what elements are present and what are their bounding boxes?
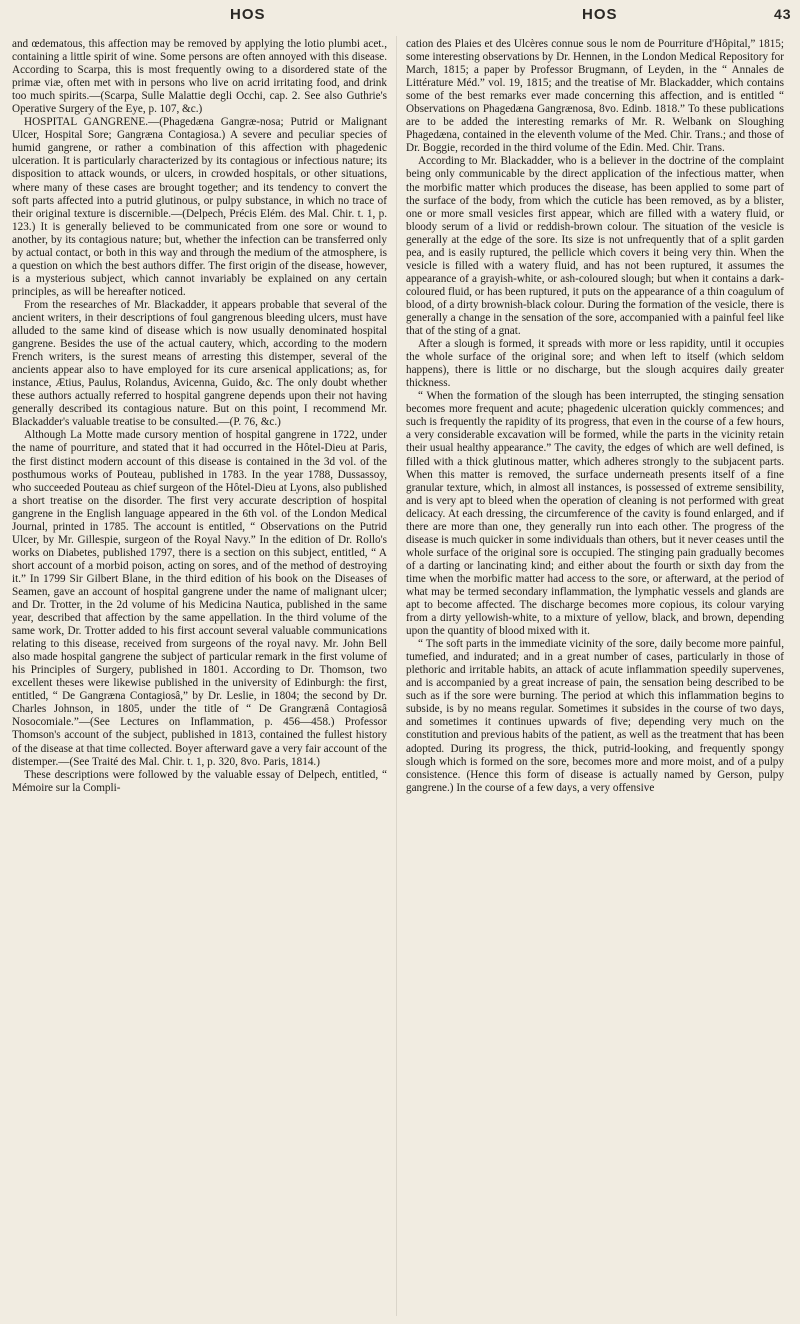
running-head	[0, 6, 800, 30]
paragraph: From the researches of Mr. Blackadder, it appears probable that several of the ancient writers, in their descriptions of foul gangrenous bleeding ulcers, must have alluded to the same kind of disease which is now usually denominated hospital gangrene. Besides the use of the actual cautery, which, according to the modern French writers, is the surest means of arresting this distemper, several of the ancients appear also to have employed for its cure arsenical applications; as, for instance, Ætius, Paulus, Rolandus, Avicenna, Guido, &c. The only doubt whether these authors actually referred to hospital gangrene depends upon their not having generally described its contagious nature. But on this point, I recommend Mr. Blackadder's valuable treatise to be consulted.—(P. 76, &c.)	[12, 298, 387, 429]
paragraph: According to Mr. Blackadder, who is a believer in the doctrine of the complaint being only communicable by the direct application of the infectious matter, when the morbific matter which produces the disease, has been applied to some part of the surface of the body, from which the cuticle has been removed, as by a blister, one or more small vesicles first appear, which are filled with a watery fluid, or bloody serum of a livid or reddish-brown colour. The situation of the vesicle is generally at the edge of the sore. Its size is not unfrequently that of a split garden pea, and is easily ruptured, the pellicle which covers it being very thin. When the vesicle is filled with a watery fluid, and has not been ruptured, it assumes the appearance of a grayish-white, or ash-coloured slough; but when it contains a dark-coloured fluid, or has been ruptured, it puts on the appearance of a thin coagulum of blood, of a dirty brownish-black colour. During the formation of the vesicle, there is generally a change in the sensation of the sore, accompanied with a painful feel like that of the sting of a gnat.	[406, 155, 784, 338]
paragraph-hospital-gangrene: HOSPITAL GANGRENE.—(Phagedæna Gangræ-nosa; Putrid or Malignant Ulcer, Hospital Sore; Gangræna Contagiosa.) A severe and peculiar species of humid gangrene, or rather a combination of this affection with phagedenic ulceration. It is particularly characterized by its contagious or infectious nature; its disposition to attack wounds, or ulcers, in crowded hospitals, or other situations, where many of these cases are brought together; and its tendency to convert the soft parts affected into a putrid glutinous, or pulpy substance, in which no trace of their original texture is discernible.—(Delpech, Précis Elém. des Mal. Chir. t. 1, p. 123.) It is generally believed to be communicated from one sore or wound to another, by its contagious nature; but, whether the infection can be transferred only by actual contact, or both in this way and through the medium of the atmosphere, is a question on which the best authors differ. The first origin of the disease, however, is a mysterious subject, which cannot invariably be explained on any certain principles, as will be hereafter noticed.	[12, 116, 387, 298]
paragraph: “ When the formation of the slough has been interrupted, the stinging sensation becomes more frequent and acute; phagedenic ulceration quickly commences; and such is frequently the rapidity of its progress, that even in the course of a few hours, a very considerable excavation will be formed, while the parts in the vicinity retain their usual healthy appearance.” The cavity, the edges of which are well defined, is filled with a thick glutinous matter, which adheres strongly to the subjacent parts. When this matter is removed, the surface underneath presents itself of a fine granular texture, which, in almost all instances, is possessed of extreme sensibility, and is very apt to bleed when the operation of cleaning is not performed with great delicacy. At each dressing, the circumference of the cavity is found enlarged, and if there are more than one, they generally run into each other. The progress of the disease is much quicker in some individuals than others, but it never ceases until the whole surface of the original sore is occupied. The stinging pain gradually becomes of a darting or lancinating kind; and either about the fourth or sixth day from the time when the morbific matter had access to the sore, or afterward, at the period of what may be termed secondary inflammation, the lymphatic vessels and glands are apt to become affected. The discharge becomes more copious, its colour varying from a dirty yellowish-white, to a mixture of yellow, black, and brown, depending upon the quantity of blood mixed with it.	[406, 390, 784, 638]
left-column	[12, 38, 387, 795]
running-head-right: HOS	[582, 6, 618, 23]
column-gutter	[396, 36, 397, 1316]
paragraph: These descriptions were followed by the valuable essay of Delpech, entitled, “ Mémoire sur la Compli-	[12, 768, 387, 794]
page-number: 43	[774, 6, 792, 22]
paragraph: cation des Plaies et des Ulcères connue sous le nom de Pourriture d'Hôpital,” 1815; some interesting observations by Dr. Hennen, in the London Medical Repository for March, 1815; a paper by Professor Brugmann, of Leyden, in the “ Annales de Littérature Méd.” vol. 19, 1815; and the treatise of Mr. Blackadder, which contains some of the best remarks ever made concerning this affection, and is entitled “ Observations on Phagedæna Gangrænosa, 8vo. Edinb. 1818.” To these publications are to be added the interesting remarks of Mr. R. Welbank on Sloughing Phagedæna, contained in the eleventh volume of the Med. Chir. Trans.; and those of Dr. Boggie, recorded in the third volume of the Edin. Med. Chir. Trans.	[406, 38, 784, 155]
right-column	[406, 38, 784, 795]
paragraph: Although La Motte made cursory mention of hospital gangrene in 1722, under the name of pourriture, and stated that it had occurred in the Hôtel-Dieu at Paris, the first distinct modern account of this disease is contained in the 3d vol. of the posthumous works of Pouteau, published in 1783. In the year 1788, Dussassoy, who succeeded Pouteau as chief surgeon of the Hôtel-Dieu at Lyons, also published a short treatise on the disorder. The first very accurate description of hospital gangrene in the English language appeared in the 6th vol. of the London Medical Journal, printed in 1785. The account is entitled, “ Observations on the Putrid Ulcer, by Mr. Gillespie, surgeon of the Royal Navy.” In the edition of Dr. Rollo's works on Diabetes, published 1797, there is a section on this subject, entitled, “ A short account of a morbid poison, acting on sores, and of the method of destroying it.” In 1799 Sir Gilbert Blane, in the third edition of his book on the Diseases of Seamen, gave an account of hospital gangrene under the name of malignant ulcer; and Dr. Trotter, in the 2d volume of his Medicina Nautica, published in the same year, described that affection by the same appellation. In the third volume of the same work, Dr. Trotter added to his first account several valuable communications relating to this disease, received from surgeons of the royal navy. Mr. John Bell also made hospital gangrene the subject of particular remark in the first volume of his Principles of Surgery, published in 1801. According to Dr. Thomson, two excellent theses were likewise published in the university of Edinburgh: the first, entitled, “ De Gangræna Contagiosâ,” by Dr. Leslie, in 1804; the second by Dr. Charles Johnson, in 1805, under the title of “ De Grangrænâ Contagiosâ Nosocomiale.”—(See Lectures on Inflammation, p. 456—458.) Professor Thomson's account of the subject, published in 1813, contained the fullest history of the disease at that time collected. Boyer afterward gave a very fair account of the distemper.—(See Traité des Mal. Chir. t. 1, p. 320, 8vo. Paris, 1814.)	[12, 429, 387, 768]
paragraph: “ The soft parts in the immediate vicinity of the sore, daily become more painful, tumefied, and indurated; and in a great number of cases, particularly in those of plethoric and irritable habits, an attack of acute inflammation speedily supervenes, and is accompanied by a great increase of pain, the sensation being described to be such as if the sore were burning. The period at which this inflammation begins to subside, is by no means regular. Sometimes it subsides in the course of two days, and sometimes it continues upwards of five; depending very much on the constitution and previous habits of the patient, as well as the treatment that has been adopted. During its progress, the thick, putrid-looking, and frequently spongy slough which is formed on the sore, becomes more and more moist, and of a pulpy consistence. (Hence this form of disease is actually named by Gerson, pulpy gangrene.) In the course of a few days, a very offensive	[406, 638, 784, 794]
paragraph: After a slough is formed, it spreads with more or less rapidity, until it occupies the whole surface of the original sore; and when left to itself (which seldom happens), there is little or no discharge, but the slough acquires daily greater thickness.	[406, 338, 784, 390]
running-head-left: HOS	[230, 6, 266, 23]
paragraph: and œdematous, this affection may be removed by applying the lotio plumbi acet., containing a little spirit of wine. Some persons are often annoyed with this disease. According to Scarpa, this is most frequently owing to a disordered state of the primæ viæ, often met with in persons who live on acrid irritating food, and drink too much spirits.—(Scarpa, Sulle Malattie degli Occhi, cap. 2. See also Guthrie's Operative Surgery of the Eye, p. 107, &c.)	[12, 38, 387, 116]
